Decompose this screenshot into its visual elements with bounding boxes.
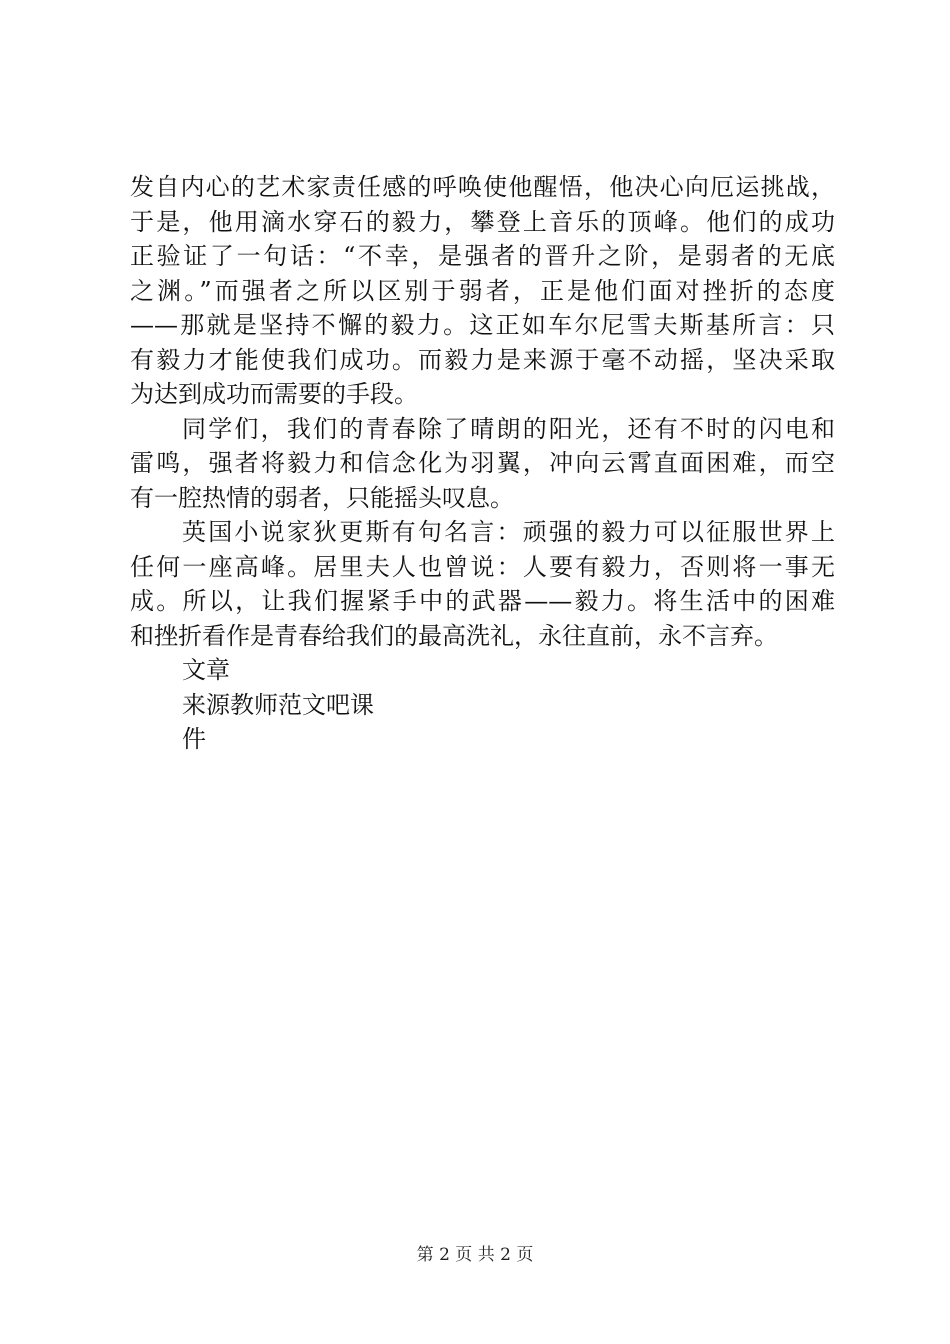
text-line: 有一腔热情的弱者，只能摇头叹息。 — [130, 483, 514, 512]
text-line: 正验证了一句话：“不幸，是强者的晋升之阶，是弱者的无底 — [130, 242, 835, 270]
text-line: 于是，他用滴水穿石的毅力，攀登上音乐的顶峰。他们的成功 — [130, 207, 835, 236]
text-line: 件 — [182, 725, 206, 753]
text-line: 英国小说家狄更斯有句名言：顽强的毅力可以征服世界上 — [182, 518, 835, 546]
page-footer: 第 2 页 共 2 页 — [416, 1245, 534, 1265]
text-line: 同学们，我们的青春除了晴朗的阳光，还有不时的闪电和 — [182, 414, 835, 443]
body-text — [130, 170, 835, 757]
text-line: ——那就是坚持不懈的毅力。这正如车尔尼雪夫斯基所言：只 — [130, 311, 835, 339]
text-line: 雷鸣，强者将毅力和信念化为羽翼，冲向云霄直面困难，而空 — [130, 449, 835, 477]
text-line: 任何一座高峰。居里夫人也曾说：人要有毅力，否则将一事无 — [130, 552, 835, 581]
text-line: 发自内心的艺术家责任感的呼唤使他醒悟，他决心向厄运挑战， — [130, 173, 835, 201]
text-line: 之渊。”而强者之所以区别于弱者，正是他们面对挫折的态度 — [130, 276, 835, 305]
text-line: 有毅力才能使我们成功。而毅力是来源于毫不动摇，坚决采取 — [130, 345, 835, 374]
text-line: 文章 — [182, 656, 230, 684]
text-line: 为达到成功而需要的手段。 — [130, 380, 418, 408]
text-line: 和挫折看作是青春给我们的最高洗礼，永往直前，永不言弃。 — [130, 621, 778, 650]
text-line: 成。所以，让我们握紧手中的武器——毅力。将生活中的困难 — [130, 587, 835, 615]
text-line: 来源教师范文吧课 — [182, 690, 374, 719]
